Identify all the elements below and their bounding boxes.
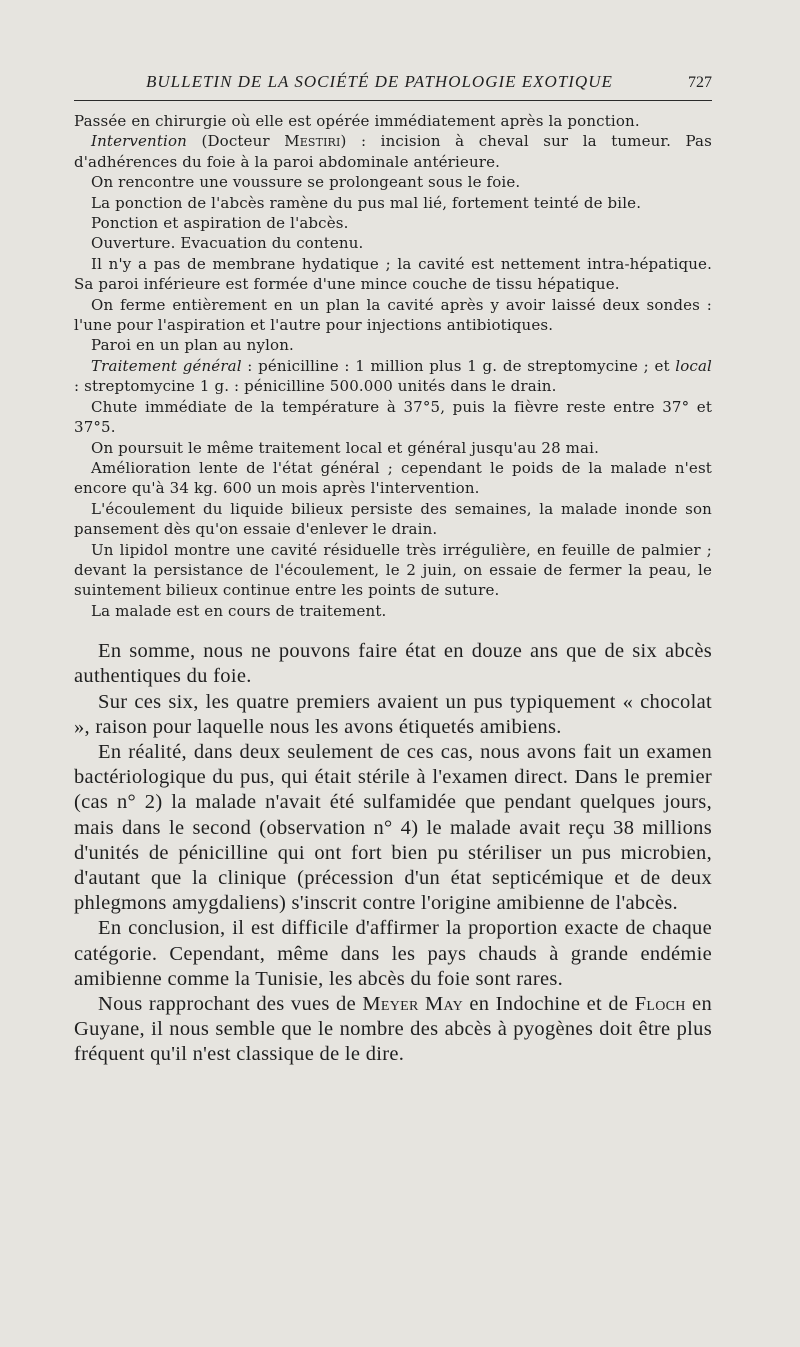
case-report — [74, 111, 712, 621]
text-run: ) : incision à cheval sur la tumeur. Pas d'adhérences du foie à la paroi abdominale antérieure. — [74, 132, 712, 171]
author-name: Mestiri — [284, 132, 341, 151]
paragraph: Passée en chirurgie où elle est opérée immédiatement après la ponction. — [74, 112, 640, 130]
paragraph — [74, 356, 712, 397]
text-run: : streptomycine 1 g. : pénicilline 500.000 unités dans le drain. — [74, 377, 557, 396]
section-gap — [74, 621, 712, 639]
paragraph — [74, 131, 712, 172]
paragraph: La malade est en cours de traitement. — [91, 601, 387, 620]
local-label: local — [675, 356, 712, 375]
intervention-label: Intervention — [91, 132, 187, 151]
paragraph: En somme, nous ne pouvons faire état en douze ans que de six abcès authentiques du foie. — [74, 640, 712, 688]
text-run: en Guyane, il nous semble que le nombre des abcès à pyogènes doit être plus fréquent qu'il n'est classique de le dire. — [74, 993, 712, 1066]
treatment-label: Traitement général — [91, 356, 242, 375]
author-name: Meyer May — [362, 993, 464, 1015]
paragraph: On ferme entièrement en un plan la cavité après y avoir laissé deux sondes : l'une pour l'aspiration et l'autre pour injections antibiotiques. — [74, 295, 712, 335]
paragraph: En conclusion, il est difficile d'affirmer la proportion exacte de chaque catégorie. Cependant, même dans les pays chauds à grande endémie amibienne comme la Tunisie, les abcès du foie sont rares. — [74, 917, 712, 990]
paragraph: Ouverture. Evacuation du contenu. — [91, 234, 364, 253]
paragraph — [74, 992, 712, 1068]
paragraph: On poursuit le même traitement local et général jusqu'au 28 mai. — [91, 438, 600, 457]
page-number: 727 — [688, 74, 712, 91]
paragraph: Sur ces six, les quatre premiers avaient un pus typiquement « chocolat », raison pour laquelle nous les avons étiquetés amibiens. — [74, 690, 712, 738]
paragraph: La ponction de l'abcès ramène du pus mal lié, fortement teinté de bile. — [91, 193, 642, 212]
discussion — [74, 639, 712, 1067]
paragraph: Il n'y a pas de membrane hydatique ; la cavité est nettement intra-hépatique. Sa paroi inférieure est formée d'une mince couche de tissu hépatique. — [74, 254, 712, 294]
author-name: Floch — [634, 993, 686, 1015]
paragraph: Paroi en un plan au nylon. — [91, 336, 294, 355]
text-run: Nous rapprochant des vues de — [98, 993, 363, 1015]
text-run: : pénicilline : 1 million plus 1 g. de streptomycine ; et — [241, 356, 676, 375]
paragraph: Chute immédiate de la température à 37°5, puis la fièvre reste entre 37° et 37°5. — [74, 397, 712, 437]
paragraph: Amélioration lente de l'état général ; cependant le poids de la malade n'est encore qu'à 34 kg. 600 un mois après l'intervention. — [74, 458, 712, 498]
text-run: en Indochine et de — [463, 993, 635, 1015]
running-title: BULLETIN DE LA SOCIÉTÉ DE PATHOLOGIE EXOTIQUE — [146, 72, 613, 91]
paragraph: L'écoulement du liquide bilieux persiste des semaines, la malade inonde son pansement dès qu'on essaie d'enlever le drain. — [74, 499, 712, 539]
paragraph: On rencontre une voussure se prolongeant sous le foie. — [91, 173, 521, 192]
paragraph: En réalité, dans deux seulement de ces cas, nous avons fait un examen bactériologique du pus, qui était stérile à l'examen direct. Dans le premier (cas n° 2) la malade n'avait été sulfamidée que pendant quelques jours, mais dans le second (observation n° 4) le malade avait reçu 38 millions d'unités de pénicilline qui ont fort bien pu stériliser un pus microbien, d'autant que la clinique (précession d'un état septicémique et de deux phlegmons amygdaliens) s'inscrit contre l'origine amibienne de l'abcès. — [74, 740, 712, 915]
paragraph: Un lipidol montre une cavité résiduelle très irrégulière, en feuille de palmier ; devant la persistance de l'écoulement, le 2 juin, on essaie de fermer la peau, le suintement bilieux continue entre les points de suture. — [74, 540, 712, 600]
text-run: (Docteur — [187, 132, 285, 151]
running-header — [74, 70, 712, 101]
paragraph: Ponction et aspiration de l'abcès. — [91, 214, 349, 233]
